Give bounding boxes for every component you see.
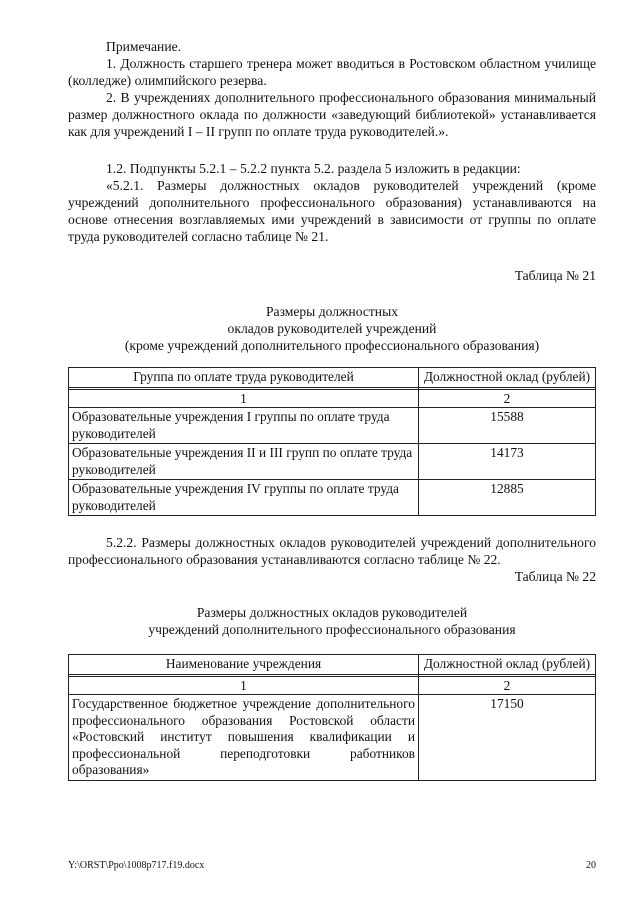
table-row [69, 408, 596, 444]
salary-cell: 12885 [419, 480, 596, 516]
column-number-1: 1 [69, 389, 419, 408]
footer-file-path: Y:\ORST\Ppo\1008p717.f19.docx [68, 860, 205, 871]
column-number-row [69, 389, 596, 408]
table-21-title [68, 303, 596, 354]
note-heading: Примечание. [106, 39, 182, 54]
note-item-1: 1. Должность старшего тренера может вводиться в Ростовском областном училище (колледже) олимпийского резерва. [68, 56, 596, 88]
group-cell: Образовательные учреждения II и III групп по оплате труда руководителей [69, 444, 419, 480]
column-number-2: 2 [419, 676, 596, 695]
clause-1-2: 1.2. Подпункты 5.2.1 – 5.2.2 пункта 5.2. раздела 5 изложить в редакции: [106, 161, 521, 176]
clause-5-2-1: «5.2.1. Размеры должностных окладов руководителей учреждений (кроме учреждений дополнительного профессионального образования) устанавливаются на основе отнесения возглавляемых ими учреждений в зависимости от группы по оплате труда руководителей согласно таблице № 21. [68, 178, 596, 244]
table-22-title-line-2: учреждений дополнительного профессионального образования [148, 622, 516, 637]
table-22-title [68, 604, 596, 638]
note-item-2: 2. В учреждениях дополнительного профессионального образования минимальный размер должностного оклада по должности «заведующий библиотекой» устанавливается как для учреждений I – II групп по оплате труда руководителей.». [68, 90, 596, 139]
column-number-2: 2 [419, 389, 596, 408]
clause-5-2-2: 5.2.2. Размеры должностных окладов руководителей учреждений дополнительного профессионального образования устанавливаются согласно таблице № 22. [68, 535, 596, 567]
column-header-salary: Должностной оклад (рублей) [419, 368, 596, 388]
salary-cell: 14173 [419, 444, 596, 480]
salary-cell: 17150 [419, 695, 596, 781]
document-page [68, 38, 596, 781]
column-header-salary: Должностной оклад (рублей) [419, 655, 596, 675]
table-22-label: Таблица № 22 [514, 569, 596, 584]
table-21-title-line-1: Размеры должностных [265, 304, 399, 319]
column-header-group: Группа по оплате труда руководителей [69, 368, 419, 388]
table-row [69, 480, 596, 516]
group-cell: Образовательные учреждения IV группы по оплате труда руководителей [69, 480, 419, 516]
table-21 [68, 367, 596, 516]
column-number-row [69, 676, 596, 695]
table-header-row [69, 368, 596, 388]
column-header-institution: Наименование учреждения [69, 655, 419, 675]
page-number: 20 [586, 860, 596, 871]
table-21-label: Таблица № 21 [514, 268, 596, 283]
column-number-1: 1 [69, 676, 419, 695]
salary-cell: 15588 [419, 408, 596, 444]
table-21-title-line-2: окладов руководителей учреждений [227, 321, 437, 336]
group-cell: Образовательные учреждения I группы по оплате труда руководителей [69, 408, 419, 444]
page-footer [68, 857, 596, 874]
table-row [69, 444, 596, 480]
table-22-title-line-1: Размеры должностных окладов руководителей [196, 605, 468, 620]
table-header-row [69, 655, 596, 675]
table-21-title-line-3: (кроме учреждений дополнительного профессионального образования) [124, 338, 540, 353]
table-22 [68, 654, 596, 781]
table-row [69, 695, 596, 781]
institution-cell: Государственное бюджетное учреждение дополнительного профессионального образования Ростовской области «Ростовский институт повышения квалификации и профессиональной переподготовки работников образования» [69, 695, 419, 781]
